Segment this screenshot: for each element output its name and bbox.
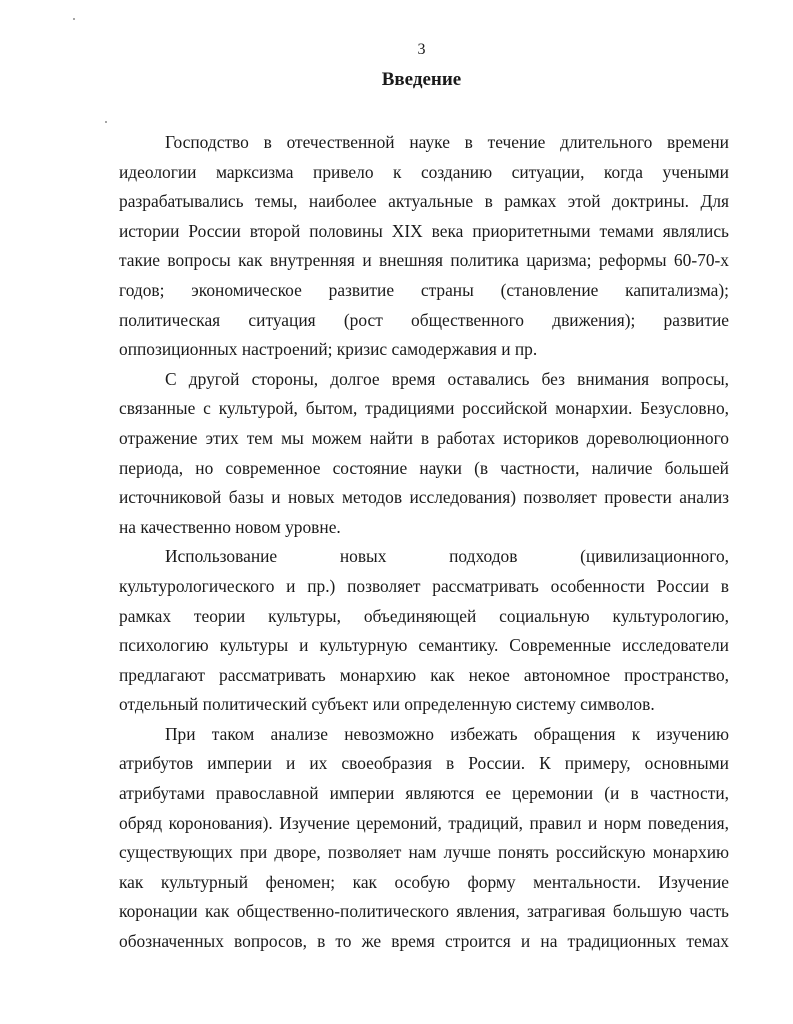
text-line: истории России второй половины XIX века приоритетными темами являлись bbox=[119, 220, 729, 241]
text-line: Господство в отечественной науке в течение длительного времени bbox=[165, 132, 729, 152]
text-line: обряд коронования). Изучение церемоний, традиций, правил и норм поведения, bbox=[119, 812, 729, 833]
text-line: идеологии марксизма привело к созданию ситуации, когда учеными bbox=[119, 161, 729, 182]
text-line: Использование новых подходов (цивилизационного, bbox=[165, 546, 729, 567]
text-line: разрабатывались темы, наиболее актуальные в рамках этой доктрины. Для bbox=[119, 191, 729, 212]
text-line: атрибутов империи и их своеобразия в России. К примеру, основными bbox=[119, 753, 729, 774]
body-text bbox=[119, 128, 729, 957]
page-number: 3 bbox=[417, 41, 426, 58]
text-line: культурологического и пр.) позволяет рассматривать особенности России в bbox=[119, 575, 729, 596]
text-line: отражение этих тем мы можем найти в работах историков дореволюционного bbox=[119, 427, 729, 448]
text-line: коронации как общественно-политического явления, затрагивая большую часть bbox=[119, 901, 729, 922]
scan-speck bbox=[105, 121, 107, 123]
text-line: связанные с культурой, бытом, традициями российской монархии. Безусловно, bbox=[119, 398, 729, 419]
text-line: предлагают рассматривать монархию как некое автономное пространство, bbox=[119, 664, 729, 685]
scan-speck bbox=[73, 18, 75, 20]
text-line: атрибутами православной империи являются ее церемонии (и в частности, bbox=[119, 783, 729, 804]
text-line: оппозиционных настроений; кризис самодержавия и пр. bbox=[119, 339, 538, 360]
text-line: периода, но современное состояние науки (в частности, наличие большей bbox=[119, 457, 729, 478]
text-line: психологию культуры и культурную семантику. Современные исследователи bbox=[119, 635, 729, 656]
text-line: С другой стороны, долгое время оставались без внимания вопросы, bbox=[165, 368, 729, 389]
text-line: как культурный феномен; как особую форму ментальности. Изучение bbox=[119, 871, 729, 892]
text-line: При таком анализе невозможно избежать обращения к изучению bbox=[165, 723, 729, 744]
text-line: источниковой базы и новых методов исследования) позволяет провести анализ bbox=[119, 487, 729, 508]
text-line: существующих при дворе, позволяет нам лучше понять российскую монархию bbox=[119, 842, 729, 863]
text-line: обозначенных вопросов, в то же время строится и на традиционных темах bbox=[119, 931, 729, 952]
text-line: такие вопросы как внутренняя и внешняя политика царизма; реформы 60-70-х bbox=[119, 250, 729, 271]
text-line: годов; экономическое развитие страны (становление капитализма); bbox=[119, 279, 729, 300]
text-line: на качественно новом уровне. bbox=[119, 516, 341, 537]
text-line: политическая ситуация (рост общественного движения); развитие bbox=[119, 309, 729, 330]
page-title: Введение bbox=[381, 69, 462, 90]
text-line: рамках теории культуры, объединяющей социальную культурологию, bbox=[119, 605, 729, 626]
text-line: отдельный политический субъект или определенную систему символов. bbox=[119, 694, 655, 715]
